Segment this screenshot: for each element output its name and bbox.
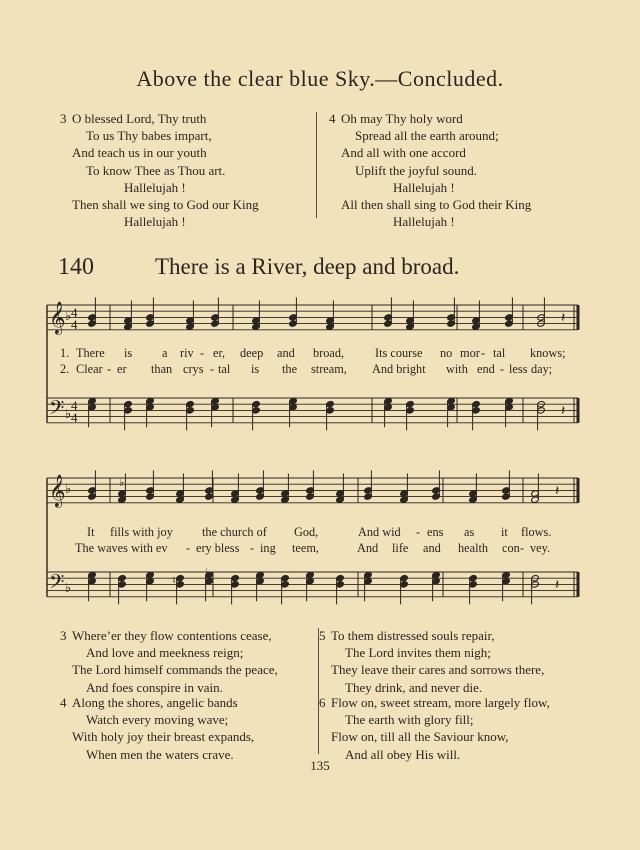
accidental-natural-icon: ♮ <box>172 575 176 587</box>
syllable: deep <box>240 346 264 360</box>
key-signature-flat-icon: ♭ <box>65 308 72 323</box>
verse-line: Where’er they flow contentions cease, <box>72 628 272 643</box>
verse-number: 3 <box>60 111 67 126</box>
hymn-verse-4 <box>60 694 255 763</box>
hyphen: - <box>200 346 205 360</box>
syllable: knows; <box>530 346 566 360</box>
syllable: ing <box>260 541 276 555</box>
rest-icon: 𝄽 <box>555 484 560 499</box>
rest-icon: 𝄽 <box>561 404 566 419</box>
syllable: with <box>446 362 468 376</box>
verse-line: And teach us in our youth <box>72 145 207 161</box>
verse-line: And foes conspire in vain. <box>86 679 223 695</box>
syllable: Clear <box>76 362 103 376</box>
syllable: the <box>282 362 298 376</box>
verse-line: The earth with glory fill; <box>345 712 474 728</box>
hymn-verse-6 <box>319 694 550 763</box>
verse-line: O blessed Lord, Thy truth <box>72 111 207 126</box>
verse-number: 3 <box>60 628 67 643</box>
syllable: Its course <box>375 346 423 360</box>
rest-icon: 𝄽 <box>561 311 566 326</box>
syllable: And <box>357 541 379 555</box>
syllable: tal <box>218 362 231 376</box>
syllable: than <box>151 362 173 376</box>
verse-line: They leave their cares and sorrows there, <box>331 662 545 678</box>
syllable: and <box>277 346 295 360</box>
syllable: flows. <box>521 525 552 539</box>
accidental-flat-icon: ♭ <box>205 567 211 579</box>
syllable: It <box>87 525 95 539</box>
lyric-line-4 <box>0 541 640 557</box>
time-signature-top: 4 <box>71 398 78 413</box>
hyphen: - <box>186 541 191 555</box>
syllable: The waves with ev <box>75 541 168 555</box>
syllable: There <box>76 346 105 360</box>
syllable: tal <box>493 346 506 360</box>
verse-line: With holy joy their breast expands, <box>72 729 255 745</box>
verse-line: Hallelujah ! <box>393 214 455 230</box>
syllable: life <box>392 541 409 555</box>
verse-line: Flow on, sweet stream, more largely flow, <box>331 695 550 710</box>
verse-number: 6 <box>319 695 326 710</box>
syllable: it <box>501 525 508 539</box>
verse-line: Spread all the earth around; <box>355 128 499 144</box>
hyphen: - <box>520 541 525 555</box>
verse-line: All then shall sing to God their King <box>341 197 532 213</box>
syllable: vey. <box>530 541 551 555</box>
syllable: And wid <box>358 525 401 539</box>
verse-line: And love and meekness reign; <box>86 645 244 661</box>
syllable: stream, <box>311 362 347 376</box>
hyphen: - <box>210 362 215 376</box>
hyphen: - <box>500 362 505 376</box>
verse-line: To us Thy babes impart, <box>86 128 212 144</box>
syllable: er, <box>213 346 226 360</box>
verse-line: And all with one accord <box>341 145 466 161</box>
verse-label: 1. <box>60 346 70 360</box>
verse-line: They drink, and never die. <box>345 679 483 695</box>
syllable: broad, <box>313 346 345 360</box>
syllable: ens <box>427 525 444 539</box>
column-divider <box>318 628 319 754</box>
syllable: fills with joy <box>110 525 173 539</box>
hymn-title: There is a River, deep and broad. <box>155 254 460 279</box>
key-signature-flat-icon: ♭ <box>65 580 72 595</box>
hymn-number: 140 <box>58 254 94 280</box>
syllable: con <box>502 541 520 555</box>
rest-icon: 𝄽 <box>555 578 560 593</box>
verse-line: And all obey His will. <box>345 746 461 762</box>
syllable: the church of <box>202 525 267 539</box>
syllable: mor <box>460 346 480 360</box>
syllable: a <box>162 346 168 360</box>
syllable: is <box>251 362 260 376</box>
syllable: crys <box>183 362 204 376</box>
lyric-line-3 <box>0 525 640 541</box>
verse-line: Flow on, till all the Saviour know, <box>331 729 509 745</box>
verse-line: The Lord himself commands the peace, <box>72 662 278 678</box>
verse-line: Uplift the joyful sound. <box>355 162 478 178</box>
key-signature-flat-icon: ♭ <box>65 481 72 496</box>
page-title: Above the clear blue Sky.—Concluded. <box>136 66 504 91</box>
verse-line: Then shall we sing to God our King <box>72 197 259 213</box>
key-signature-flat-icon: ♭ <box>65 406 72 421</box>
verse-line: Along the shores, angelic bands <box>72 695 238 710</box>
syllable: no <box>440 346 453 360</box>
verse-line: To know Thee as Thou art. <box>86 162 226 178</box>
accidental-flat-icon: ♭ <box>119 477 125 489</box>
syllable: teem, <box>292 541 319 555</box>
verse-line: Hallelujah ! <box>124 179 186 195</box>
verse-number: 4 <box>60 695 67 710</box>
syllable: God, <box>294 525 319 539</box>
verse-line: Hallelujah ! <box>124 214 186 230</box>
verse-line: To them distressed souls repair, <box>331 628 495 643</box>
time-signature-bottom: 4 <box>71 317 78 332</box>
syllable: And bright <box>372 362 426 376</box>
hymn-verse-5 <box>319 627 545 696</box>
hyphen: - <box>416 525 421 539</box>
syllable: and <box>423 541 441 555</box>
verse-line: Oh may Thy holy word <box>341 111 463 126</box>
syllable: as <box>464 525 475 539</box>
verse-line: When men the waters crave. <box>86 746 234 762</box>
syllable: is <box>124 346 133 360</box>
syllable: er <box>117 362 127 376</box>
hyphen: - <box>250 541 255 555</box>
verse-line: Hallelujah ! <box>393 179 455 195</box>
syllable: less <box>509 362 528 376</box>
syllable: health <box>458 541 489 555</box>
verse-line: The Lord invites them nigh; <box>345 645 491 661</box>
syllable: end <box>477 362 495 376</box>
syllable: day; <box>531 362 553 376</box>
syllable: riv <box>180 346 194 360</box>
time-signature-top: 4 <box>71 305 78 320</box>
hymn-verse-3 <box>60 627 278 696</box>
hyphen: - <box>481 346 486 360</box>
verse-number: 4 <box>329 111 336 126</box>
syllable: ery bless <box>196 541 240 555</box>
time-signature-bottom: 4 <box>71 410 78 425</box>
lyric-line-2 <box>0 362 640 378</box>
verse-number: 5 <box>319 628 326 643</box>
lyric-line-1 <box>0 346 640 362</box>
page-number: 135 <box>310 758 330 773</box>
verse-label: 2. <box>60 362 70 376</box>
treble-clef-icon: 𝄞 <box>49 303 66 334</box>
treble-clef-icon: 𝄞 <box>49 476 66 507</box>
verse-line: Watch every moving wave; <box>86 712 229 728</box>
bass-clef-icon: 𝄢 <box>49 398 65 424</box>
bass-clef-icon: 𝄢 <box>49 572 65 598</box>
hyphen: - <box>107 362 112 376</box>
